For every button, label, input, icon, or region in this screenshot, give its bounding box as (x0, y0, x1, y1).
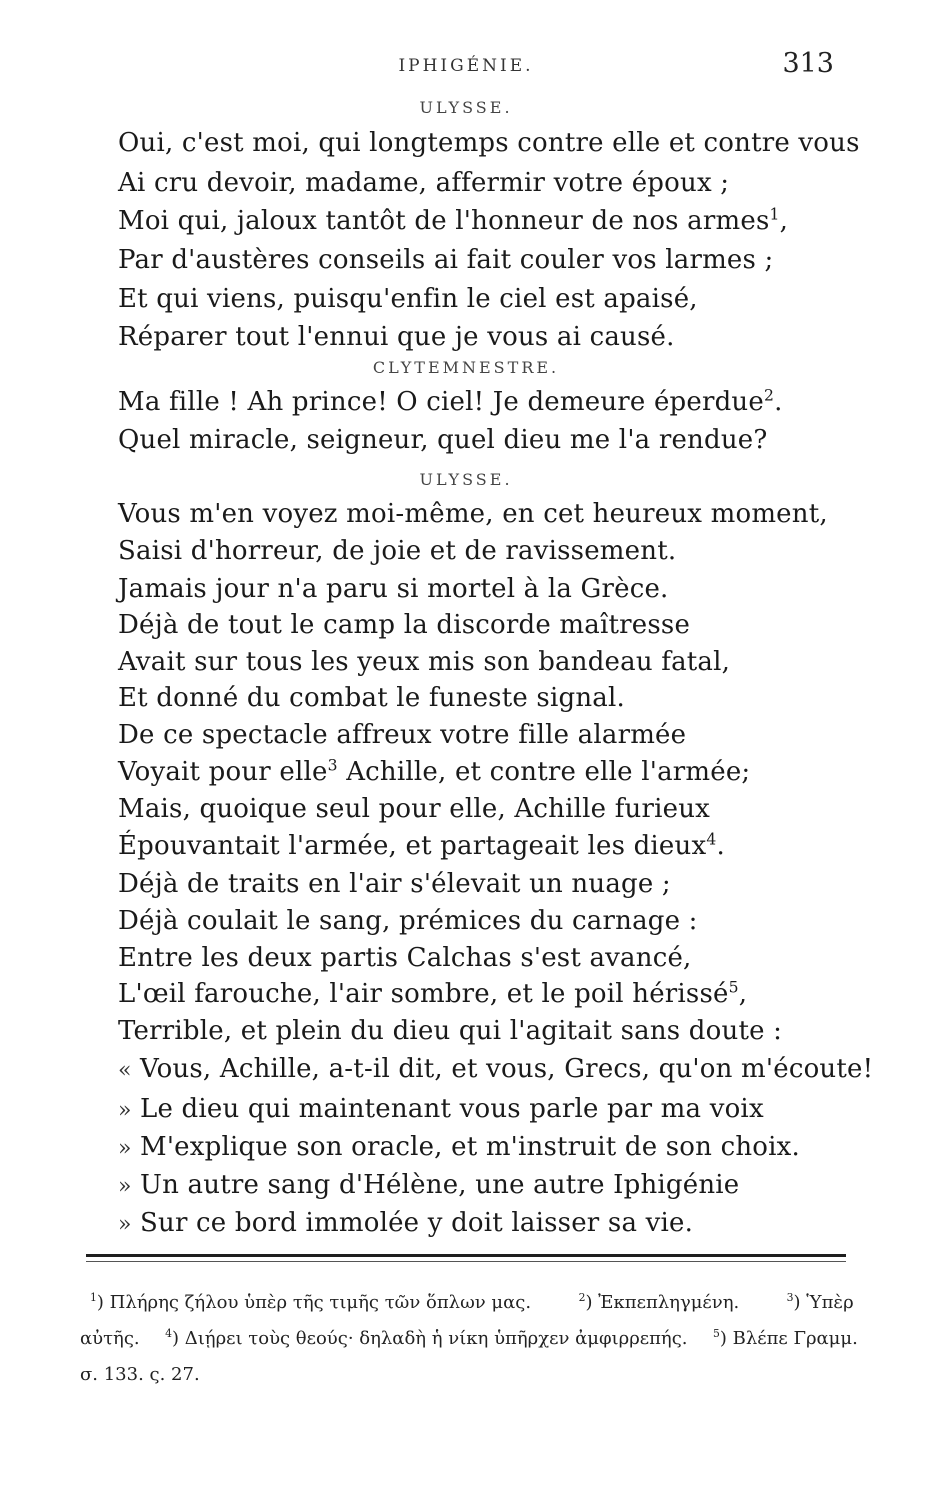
footnote-separator-thin (86, 1261, 846, 1262)
verse-line-06: Réparer tout l'ennui que je vous ai causé. (118, 322, 675, 352)
verse-text: Moi qui, jaloux tantôt de l'honneur de nos armes (118, 206, 770, 236)
footnote-number-5: 5 (713, 1327, 720, 1340)
verse-line-21: Entre les deux partis Calchas s'est avancé, (118, 943, 692, 973)
verse-line-24 (118, 1052, 873, 1088)
footnote-ref-1: 1 (769, 205, 780, 224)
footnote-2: ) Ἐκπεπληγμένη. (585, 1292, 740, 1313)
verse-line-20: Déjà coulait le sang, prémices du carnage : (118, 906, 698, 936)
speaker-ulysse-2: ULYSSE. (419, 470, 513, 489)
verse-line-16 (118, 755, 750, 789)
verse-line-04: Par d'austères conseils ai fait couler vos larmes ; (118, 245, 774, 275)
footnote-number-1: 1 (90, 1291, 97, 1304)
speaker-clytemnestre: CLYTEMNESTRE. (372, 358, 560, 377)
footnote-number-2: 2 (578, 1291, 586, 1304)
verse-line-19: Déjà de traits en l'air s'élevait un nuage ; (118, 869, 671, 899)
footnote-1: ) Πλήρης ζήλου ὑπὲρ τῆς τιμῆς τῶν ὅπλων μας. (96, 1292, 532, 1313)
verse-punct: , (779, 206, 789, 236)
footnote-ref-4: 4 (706, 830, 717, 849)
verse-line-07 (118, 385, 783, 419)
verse-text: Achille, et contre elle l'armée; (337, 757, 751, 787)
continuation-quote-mark: » (118, 1212, 132, 1237)
verse-line-15: De ce spectacle affreux votre fille alarmée (118, 720, 687, 750)
footnote-row-1 (90, 1285, 854, 1321)
verse-punct: . (774, 387, 783, 417)
footnote-number-3: 3 (786, 1291, 794, 1304)
verse-line-27 (118, 1168, 739, 1204)
verse-text: Ma fille ! Ah prince! O ciel! Je demeure éperdue (118, 387, 764, 417)
verse-text: Vous, Achille, a-t-il dit, et vous, Grecs, qu'on m'écoute! (140, 1054, 874, 1084)
verse-line-12: Déjà de tout le camp la discorde maîtresse (118, 610, 691, 640)
verse-text: Le dieu qui maintenant vous parle par ma voix (140, 1094, 764, 1124)
verse-line-18 (118, 829, 725, 863)
verse-text: Sur ce bord immolée y doit laisser sa vie. (140, 1208, 694, 1238)
verse-line-14: Et donné du combat le funeste signal. (118, 683, 625, 713)
continuation-quote-mark: » (118, 1136, 132, 1161)
verse-line-11: Jamais jour n'a paru si mortel à la Grèce. (118, 574, 669, 604)
footnote-ref-3: 3 (327, 756, 338, 775)
footnote-3-continuation: αὐτῆς. (80, 1328, 140, 1349)
verse-line-28 (118, 1206, 693, 1242)
verse-line-10: Saisi d'horreur, de joie et de ravissement. (118, 536, 677, 566)
verse-text: Un autre sang d'Hélène, une autre Iphigénie (140, 1170, 740, 1200)
verse-line-09: Vous m'en voyez moi-même, en cet heureux moment, (118, 499, 828, 529)
footnote-5-continuation: σ. 133. ς. 27. (80, 1364, 200, 1385)
verse-line-13: Avait sur tous les yeux mis son bandeau fatal, (118, 647, 731, 677)
verse-line-01: Oui, c'est moi, qui longtemps contre elle et contre vous (118, 128, 860, 158)
verse-line-03 (118, 204, 788, 238)
verse-line-26 (118, 1130, 800, 1166)
verse-punct: . (716, 831, 725, 861)
footnote-number-4: 4 (165, 1327, 172, 1340)
footnote-3: ) Ὑπὲρ (793, 1292, 854, 1313)
footnote-separator-thick (86, 1254, 846, 1257)
verse-text: M'explique son oracle, et m'instruit de son choix. (140, 1132, 800, 1162)
speaker-ulysse-1: ULYSSE. (419, 98, 513, 117)
verse-text: Épouvantait l'armée, et partageait les dieux (118, 831, 707, 861)
footnote-ref-5: 5 (728, 978, 739, 997)
verse-line-17: Mais, quoique seul pour elle, Achille furieux (118, 794, 711, 824)
verse-text: Voyait pour elle (118, 757, 328, 787)
verse-line-25 (118, 1092, 764, 1128)
verse-line-02: Ai cru devoir, madame, affermir votre époux ; (118, 168, 730, 198)
footnote-row-3 (80, 1357, 200, 1393)
open-quote-mark: « (118, 1058, 132, 1083)
footnote-4: ) Διῄρει τοὺς θεούς· δηλαδὴ ἡ νίκη ὑπῆρχεν ἀμφιρρεπής. (172, 1328, 688, 1349)
footnote-ref-2: 2 (763, 386, 775, 405)
verse-line-08: Quel miracle, seigneur, quel dieu me l'a rendue? (118, 425, 768, 455)
verse-line-23: Terrible, et plein du dieu qui l'agitait sans doute : (118, 1016, 783, 1046)
verse-line-05: Et qui viens, puisqu'enfin le ciel est apaisé, (118, 284, 698, 314)
footnote-5: ) Βλέπε Γραμμ. (719, 1328, 858, 1349)
verse-punct: , (738, 979, 748, 1009)
running-title: IPHIGÉNIE. (398, 56, 534, 76)
continuation-quote-mark: » (118, 1098, 132, 1123)
continuation-quote-mark: » (118, 1174, 132, 1199)
verse-line-22 (118, 977, 747, 1011)
verse-text: L'œil farouche, l'air sombre, et le poil hérissé (118, 979, 729, 1009)
page-number: 313 (782, 48, 834, 79)
footnote-row-2 (80, 1321, 858, 1357)
